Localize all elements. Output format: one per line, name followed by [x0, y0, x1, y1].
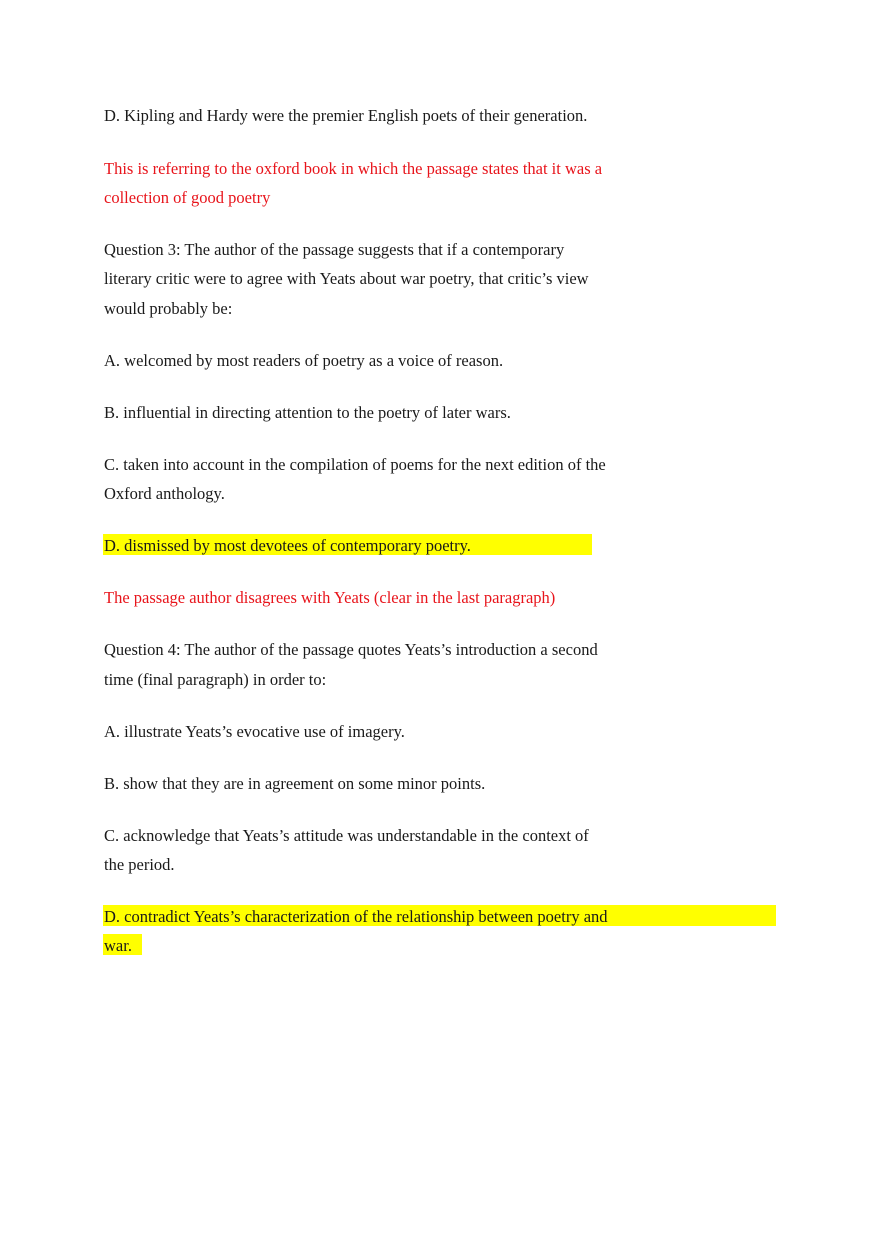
q3-note: The passage author disagrees with Yeats (clear in the last paragraph): [104, 588, 556, 607]
q4-option-d-answer-line2: war.: [104, 936, 132, 955]
q2-note-line2: collection of good poetry: [104, 188, 271, 207]
q4-option-b: B. show that they are in agreement on some minor points.: [104, 774, 486, 793]
q3-question-line3: would probably be:: [104, 299, 233, 318]
q2-option-d: D. Kipling and Hardy were the premier English poets of their generation.: [104, 106, 588, 125]
q3-option-d-answer: D. dismissed by most devotees of contemporary poetry.: [104, 536, 471, 555]
q3-option-c-line1: C. taken into account in the compilation of poems for the next edition of the: [104, 455, 606, 474]
q3-option-c-line2: Oxford anthology.: [104, 484, 225, 503]
q4-option-c-line1: C. acknowledge that Yeats’s attitude was understandable in the context of: [104, 826, 589, 845]
q2-note-line1: This is referring to the oxford book in which the passage states that it was a: [104, 159, 603, 178]
q4-question-line2: time (final paragraph) in order to:: [104, 670, 327, 689]
q3-question-line2: literary critic were to agree with Yeats about war poetry, that critic’s view: [104, 269, 589, 288]
q3-option-b: B. influential in directing attention to the poetry of later wars.: [104, 403, 511, 422]
q4-option-c-line2: the period.: [104, 855, 175, 874]
q3-question-line1: Question 3: The author of the passage suggests that if a contemporary: [104, 240, 565, 259]
q4-question-line1: Question 4: The author of the passage quotes Yeats’s introduction a second: [104, 640, 598, 659]
q4-option-a: A. illustrate Yeats’s evocative use of imagery.: [104, 722, 405, 741]
q3-option-a: A. welcomed by most readers of poetry as a voice of reason.: [104, 351, 504, 370]
q4-option-d-answer-line1: D. contradict Yeats’s characterization of the relationship between poetry and: [104, 907, 608, 926]
